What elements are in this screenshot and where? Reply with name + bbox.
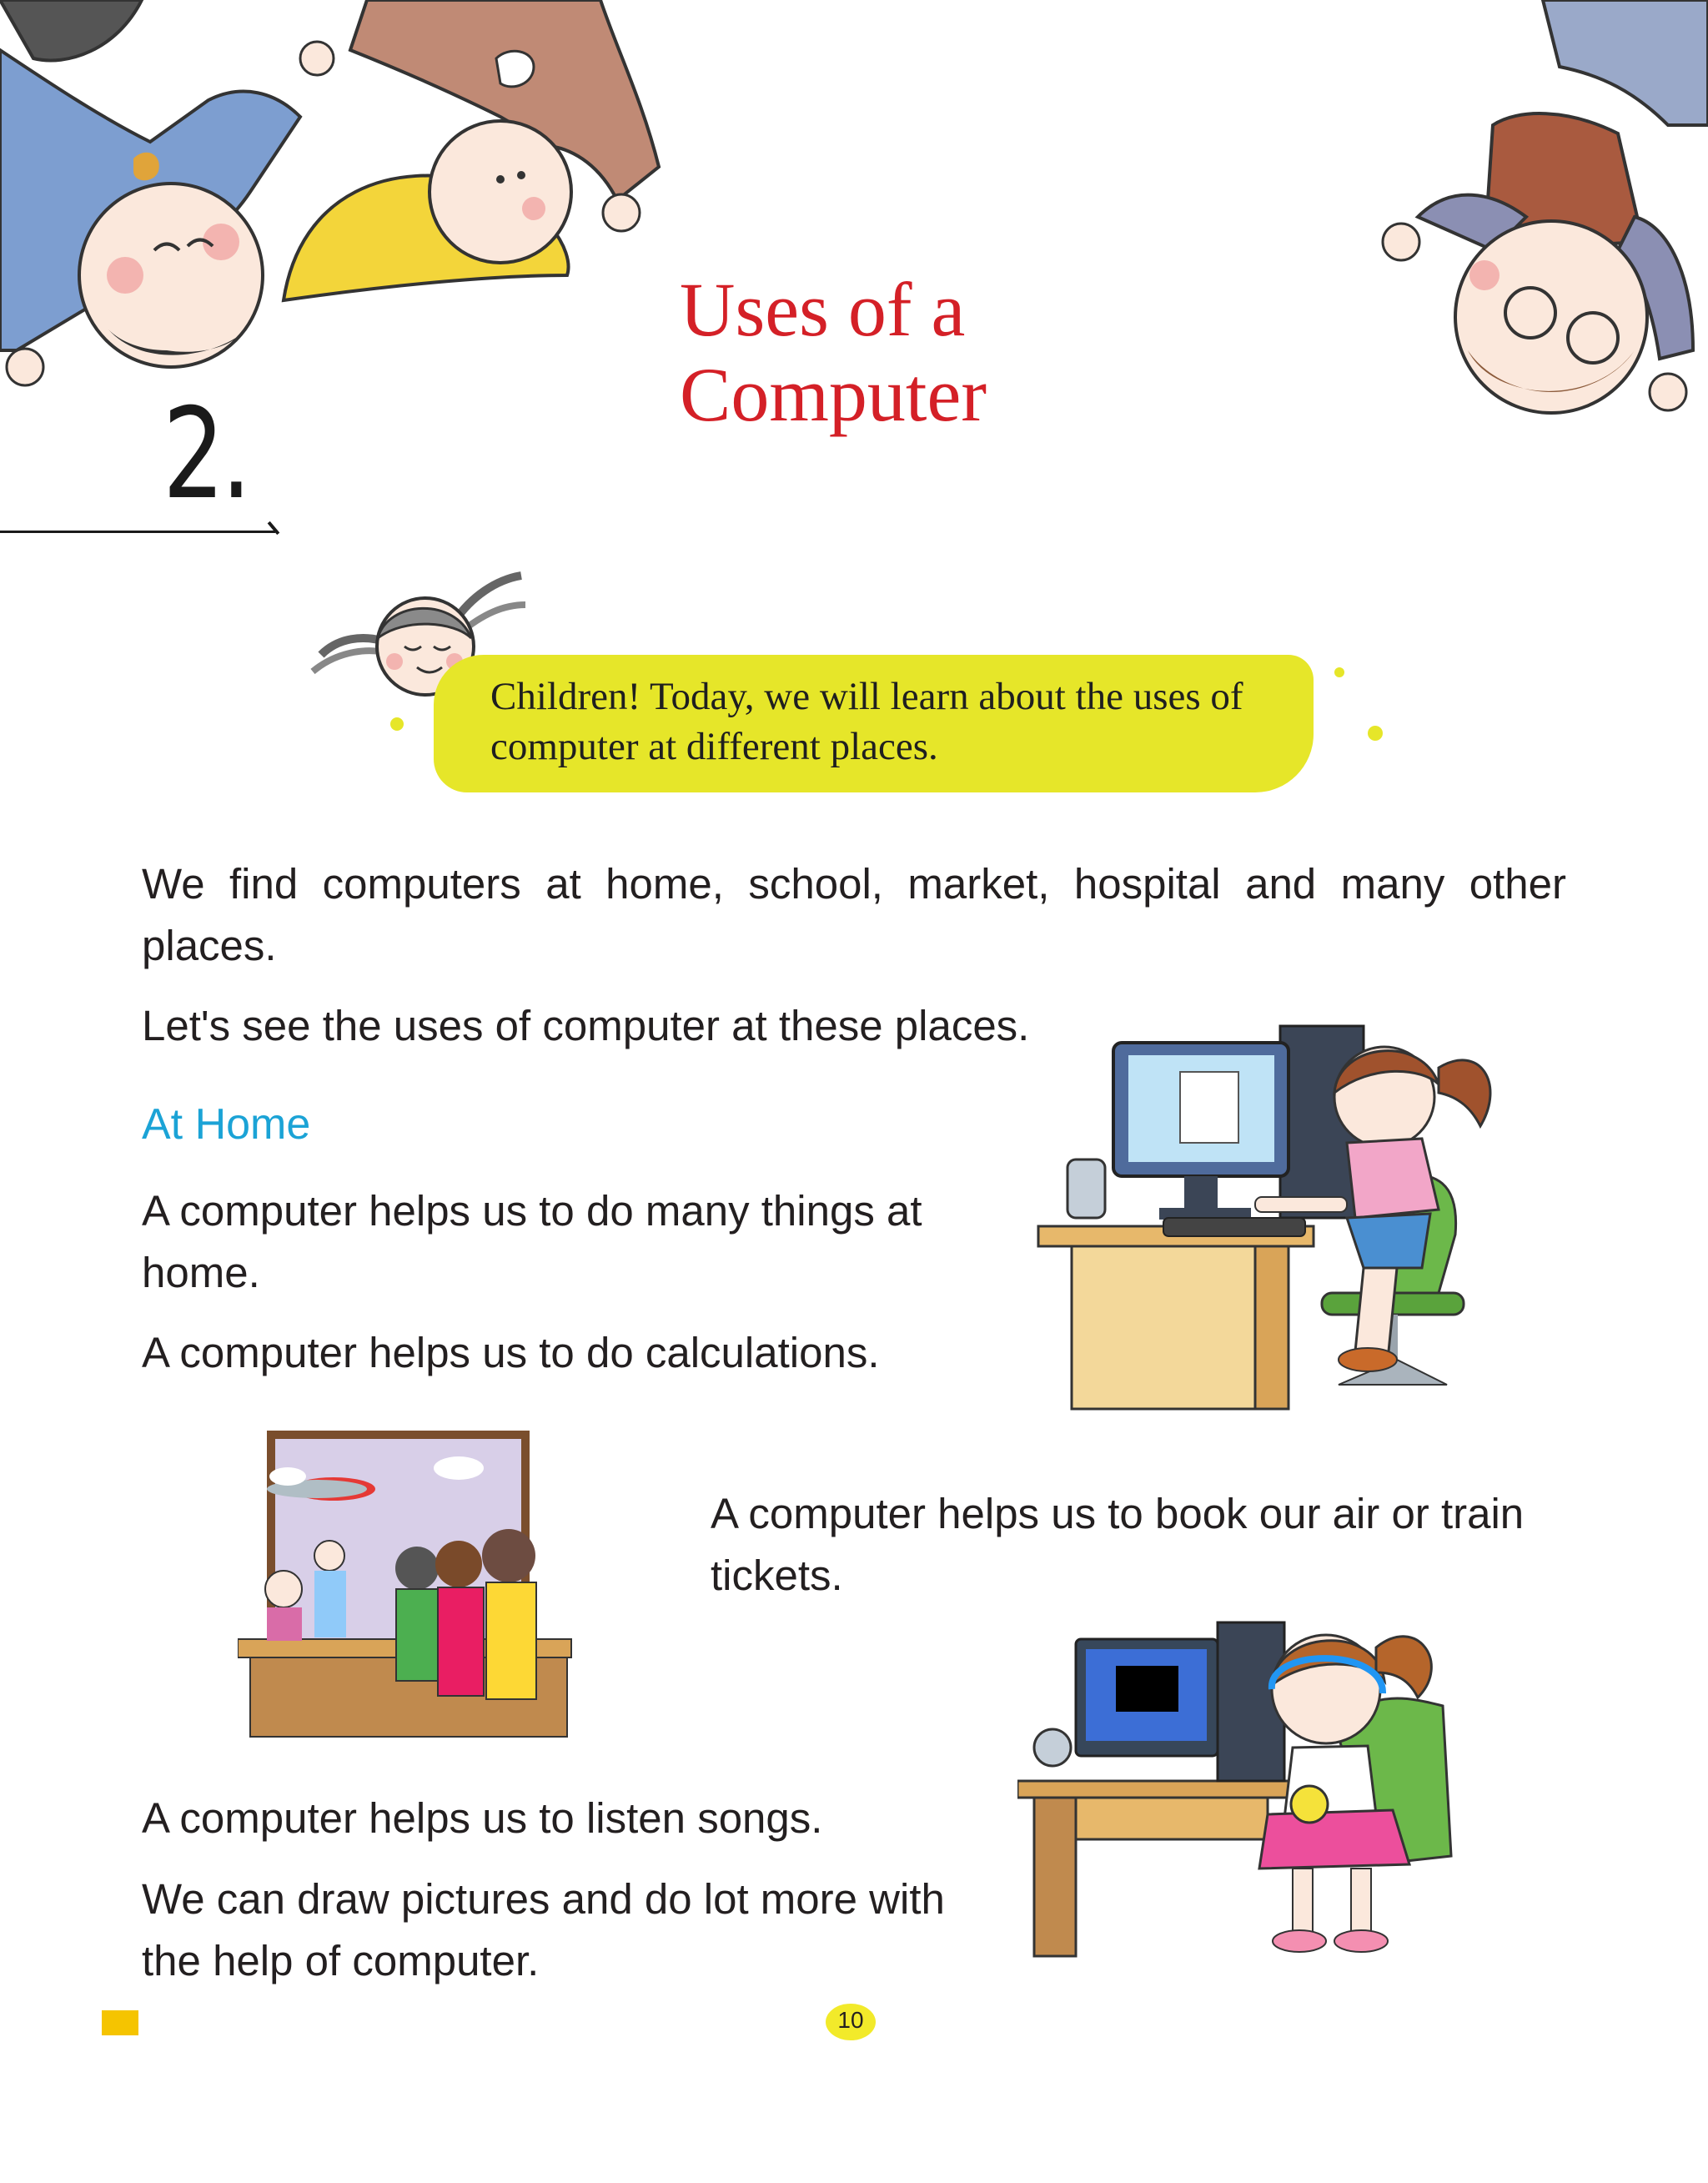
footer-mark [102,2010,138,2035]
ticket-counter-illustration [238,1431,580,1739]
chapter-title [680,267,1180,437]
child-illustration-right [1351,0,1708,434]
paragraph-draw: We can draw pictures and do lot more with the help of computer. [142,1875,945,1984]
intro-line-2: computer at different places. [490,725,938,768]
page-number: 10 [837,2007,864,2033]
section-heading-home: At Home [142,1100,311,1149]
children-illustration-left [0,0,667,392]
intro-line-1: Children! Today, we will learn about the uses of [490,675,1243,718]
paragraph-intro-uses: Let's see the uses of computer at these places. [142,1002,1030,1049]
girl-at-computer-illustration [1005,1018,1522,1414]
paragraph-tickets: A computer helps us to book our air or train tickets. [711,1490,1525,1599]
chapter-title-line-1: Uses of a [680,267,966,352]
intro-text [490,671,1324,772]
bubble-splat [1368,726,1383,741]
chapter-title-line-2: Computer [680,352,987,437]
girl-listening-songs-illustration [1017,1614,1468,1973]
bubble-splat [390,717,404,731]
paragraph-home-things: A computer helps us to do many things at home. [142,1187,922,1296]
chapter-divider [0,531,275,533]
paragraph-places: We find computers at home, school, market, hospital and many other places. [142,860,1566,969]
chapter-number: 2. [163,382,249,527]
paragraph-calculations: A computer helps us to do calculations. [142,1329,880,1376]
bubble-splat [1334,667,1344,677]
paragraph-songs: A computer helps us to listen songs. [142,1794,823,1842]
